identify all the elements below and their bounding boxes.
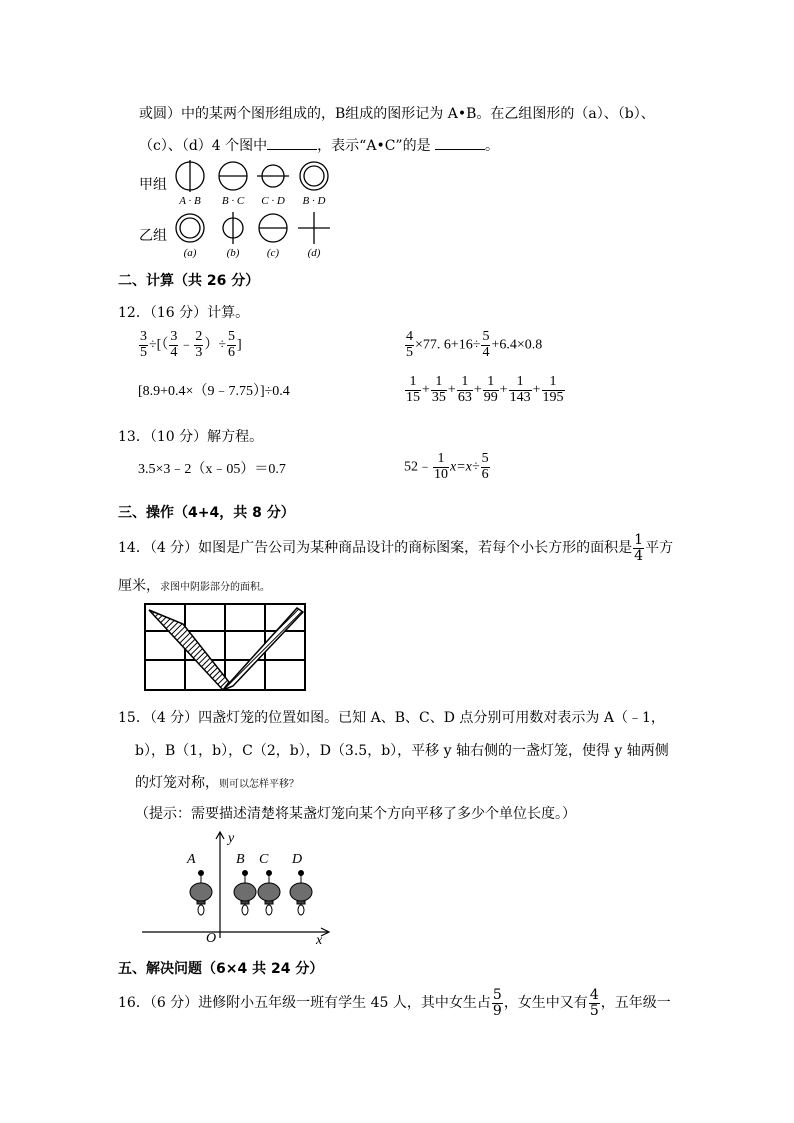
q12-expr-3: [8.9+0.4×（9﹣7.75）]÷0.4 (138, 384, 290, 399)
q13-expr-2: 52﹣ $\frac{1}{10}$ x=x÷ $\frac{5}{6}$ (404, 451, 489, 482)
q14-line2: 厘米，求图中阴影部分的面积。 (118, 578, 270, 594)
jia-label-bc: B · C (221, 195, 245, 207)
section-3-title: 三、操作（4+4，共 8 分） (118, 505, 295, 521)
yi-b-figure (223, 212, 243, 244)
jia-ab-figure (176, 160, 204, 192)
q14-line1: 14．（4 分）如图是广告公司为某种商品设计的商标图案，若每个小长方形的面积是 $\frac{1}{4}$ 平方 (118, 532, 674, 564)
yi-label-a: (a) (183, 247, 197, 259)
q16-line1: 16．（6 分）进修附小五年级一班有学生 45 人，其中女生占 $\frac{5}{9}$ ，女生中又有 $\frac{4}{5}$ ，五年级一 (118, 987, 671, 1019)
origin-label: O (206, 931, 217, 946)
jia-label-ab: A · B (179, 195, 201, 207)
q12-expr-1: $\frac{3}{5}$ ÷[（ $\frac{3}{4}$ ﹣ $\frac{2}{3}$ ）÷ $\frac{5}{6}$ ] (140, 329, 242, 360)
q11-line2-c: 。 (485, 138, 500, 154)
jia-label-bd: B · D (302, 195, 326, 207)
lantern-label-c: C (259, 852, 269, 867)
q15-lantern-figure (140, 828, 335, 948)
lantern-label-b: B (236, 852, 245, 867)
q12-expr-2: $\frac{4}{5}$ ×77. 6+16÷ $\frac{5}{4}$ +6.4×0.8 (406, 329, 543, 360)
q11-line2 (139, 135, 499, 155)
yi-a-figure (176, 214, 204, 242)
yi-c-figure (259, 214, 287, 242)
q13-expr-1: 3.5×3﹣2（x﹣05）＝0.7 (138, 462, 286, 477)
yi-label-c: (c) (266, 247, 280, 259)
q11-line2-b: ，表示“A•C”的是 (317, 138, 431, 154)
q12-expr-4: $\frac{1}{15}$ + $\frac{1}{35}$ + $\frac{1}{63}$ + $\frac{1}{99}$ + $\frac{1}{143}$ + $\frac{1}{195}$ (406, 374, 564, 405)
q12-head: 12．（16 分）计算。 (118, 305, 250, 321)
yi-d-figure (298, 212, 330, 244)
jia-bc-figure (219, 162, 247, 190)
group-jia-label: 甲组 (139, 177, 167, 193)
jia-cd-figure (257, 165, 289, 187)
lantern-b (234, 871, 256, 916)
q11-blank-1[interactable] (267, 149, 317, 150)
lantern-label-a: A (187, 852, 196, 867)
yi-label-b: (b) (226, 247, 240, 259)
q14-logo-figure (143, 600, 308, 694)
yi-label-d: (d) (307, 247, 321, 259)
jia-label-cd: C · D (261, 195, 285, 207)
q11-figures (170, 158, 340, 262)
q15-hint: （提示：需要描述清楚将某盏灯笼向某个方向平移了多少个单位长度。） (135, 806, 576, 822)
section-2-title: 二、计算（共 26 分） (118, 273, 260, 289)
section-5-title: 五、解决问题（6×4 共 24 分） (118, 961, 324, 977)
lantern-d (290, 871, 312, 916)
q15-line3: 的灯笼对称，则可以怎样平移？ (135, 775, 299, 791)
q15-line2: b），B（1，b），C（2，b），D（3.5，b），平移 y 轴右侧的一盏灯笼，使得 y 轴两侧 (135, 743, 669, 759)
q11-blank-2[interactable] (435, 149, 485, 150)
x-axis-label: x (316, 933, 323, 948)
group-yi-label: 乙组 (139, 228, 167, 244)
lantern-c (258, 871, 280, 916)
q11-line1: 或圆）中的某两个图形组成的，B组成的图形记为 A•B。在乙组图形的（a）、（b）、 (139, 106, 655, 122)
q11-line2-a: （c）、（d）4 个图中 (139, 138, 268, 154)
q15-line1: 15．（4 分）四盏灯笼的位置如图。已知 A、B、C、D 点分别可用数对表示为 A（﹣1， (118, 710, 665, 726)
lantern-a (190, 871, 212, 916)
jia-bd-figure (300, 162, 328, 190)
lantern-label-d: D (292, 852, 303, 867)
y-axis-label: y (228, 831, 235, 846)
q13-head: 13．（10 分）解方程。 (118, 429, 264, 445)
